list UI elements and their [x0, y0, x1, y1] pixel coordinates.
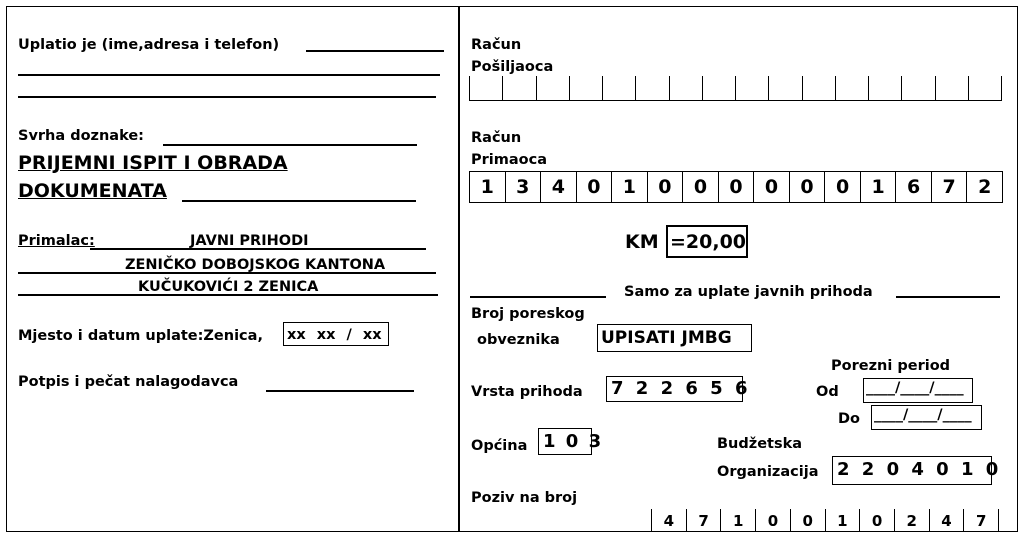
reference-digit[interactable]: 2 — [894, 509, 929, 532]
recipient-underline-1 — [90, 236, 426, 250]
sender-account-digit[interactable] — [835, 76, 868, 100]
reference-cells[interactable] — [651, 509, 999, 532]
place-date-label: Mjesto i datum uplate:Zenica, — [18, 328, 263, 344]
purpose-line[interactable] — [163, 132, 417, 146]
sender-account-label-2: Pošiljaoca — [471, 59, 554, 75]
reference-digit[interactable]: 0 — [859, 509, 894, 532]
recipient-account-digit[interactable]: 7 — [931, 172, 967, 202]
budget-org-value: 2 2 0 4 0 1 0 — [837, 459, 1002, 480]
payer-line-1[interactable] — [306, 38, 444, 52]
amount-value: =20,00 — [670, 231, 747, 253]
recipient-account-label-2: Primaoca — [471, 152, 547, 168]
reference-digit[interactable]: 1 — [720, 509, 755, 532]
municipality-value: 1 0 3 — [543, 431, 604, 452]
municipality-label: Općina — [471, 438, 528, 454]
recipient-account-digit[interactable]: 2 — [966, 172, 1003, 202]
recipient-account-digit[interactable]: 0 — [647, 172, 683, 202]
recipient-account-digit[interactable]: 3 — [505, 172, 541, 202]
recipient-underline-3 — [18, 282, 438, 296]
slip-divider — [458, 6, 460, 532]
recipient-account-cells — [469, 171, 1003, 203]
recipient-account-digit[interactable]: 0 — [576, 172, 612, 202]
payer-line-3[interactable] — [18, 84, 436, 98]
sender-account-digit[interactable] — [536, 76, 569, 100]
budget-org-label-2: Organizacija — [717, 464, 819, 480]
sender-account-digit[interactable] — [868, 76, 901, 100]
signature-label: Potpis i pečat nalagodavca — [18, 374, 239, 390]
purpose-value-line2: DOKUMENATA — [18, 180, 167, 202]
sender-account-digit[interactable] — [635, 76, 668, 100]
reference-digit[interactable]: 7 — [686, 509, 721, 532]
recipient-account-digit[interactable]: 0 — [718, 172, 754, 202]
recipient-account-label-1: Račun — [471, 130, 522, 146]
recipient-account-digit[interactable]: 0 — [824, 172, 860, 202]
reference-digit[interactable]: 4 — [929, 509, 964, 532]
recipient-account-digit[interactable]: 1 — [611, 172, 647, 202]
purpose-value-underline — [182, 188, 416, 202]
period-from-slashes: ____/____/____ — [866, 380, 964, 396]
payer-line-2[interactable] — [18, 62, 440, 76]
sender-account-label-1: Račun — [471, 37, 522, 53]
recipient-line2: ZENIČKO DOBOJSKOG KANTONA — [125, 257, 386, 273]
recipient-line1: JAVNI PRIHODI — [190, 233, 309, 249]
reference-digit[interactable]: 0 — [755, 509, 790, 532]
public-revenue-label: Samo za uplate javnih prihoda — [624, 284, 873, 300]
purpose-value-line1: PRIJEMNI ISPIT I OBRADA — [18, 152, 288, 174]
tax-number-label-1: Broj poreskog — [471, 306, 585, 322]
recipient-account-digit[interactable]: 1 — [469, 172, 505, 202]
reference-digit[interactable]: 4 — [651, 509, 686, 532]
tax-number-label-2: obveznika — [477, 332, 560, 348]
reference-digit[interactable]: 7 — [963, 509, 999, 532]
signature-line[interactable] — [266, 378, 414, 392]
recipient-account-digit[interactable]: 1 — [860, 172, 896, 202]
payer-label: Uplatio je (ime,adresa i telefon) — [18, 37, 280, 53]
sender-account-digit[interactable] — [735, 76, 768, 100]
sender-account-digit[interactable] — [968, 76, 1002, 100]
budget-org-label-1: Budžetska — [717, 436, 803, 452]
sender-account-digit[interactable] — [569, 76, 602, 100]
sender-account-digit[interactable] — [802, 76, 835, 100]
recipient-underline-2 — [18, 260, 436, 274]
reference-label: Poziv na broj — [471, 490, 578, 506]
recipient-account-digit[interactable]: 4 — [540, 172, 576, 202]
tax-number-value: UPISATI JMBG — [601, 328, 732, 348]
public-revenue-line-right — [896, 284, 1000, 298]
public-revenue-line-left — [470, 284, 606, 298]
sender-account-cells[interactable] — [469, 76, 1002, 101]
recipient-line3: KUČUKOVIĆI 2 ZENICA — [138, 279, 319, 295]
period-from-label: Od — [816, 384, 839, 400]
sender-account-digit[interactable] — [502, 76, 535, 100]
recipient-account-digit[interactable]: 0 — [789, 172, 825, 202]
sender-account-digit[interactable] — [935, 76, 968, 100]
revenue-type-value: 7 2 2 6 5 6 — [611, 378, 751, 399]
revenue-type-label: Vrsta prihoda — [471, 384, 583, 400]
purpose-label: Svrha doznake: — [18, 128, 144, 144]
sender-account-digit[interactable] — [602, 76, 635, 100]
recipient-account-digit[interactable]: 0 — [682, 172, 718, 202]
tax-period-label: Porezni period — [831, 358, 951, 374]
period-to-slashes: ____/____/____ — [874, 407, 972, 423]
recipient-account-digit[interactable]: 6 — [895, 172, 931, 202]
reference-digit[interactable]: 1 — [825, 509, 860, 532]
sender-account-digit[interactable] — [702, 76, 735, 100]
sender-account-digit[interactable] — [768, 76, 801, 100]
sender-account-digit[interactable] — [469, 76, 502, 100]
place-date-value: xx xx / xx — [287, 327, 382, 343]
sender-account-digit[interactable] — [669, 76, 702, 100]
period-to-label: Do — [838, 411, 860, 427]
recipient-label: Primalac: — [18, 233, 95, 249]
currency-label: KM — [625, 231, 659, 253]
reference-digit[interactable]: 0 — [790, 509, 825, 532]
recipient-account-digit[interactable]: 0 — [753, 172, 789, 202]
sender-account-digit[interactable] — [901, 76, 934, 100]
